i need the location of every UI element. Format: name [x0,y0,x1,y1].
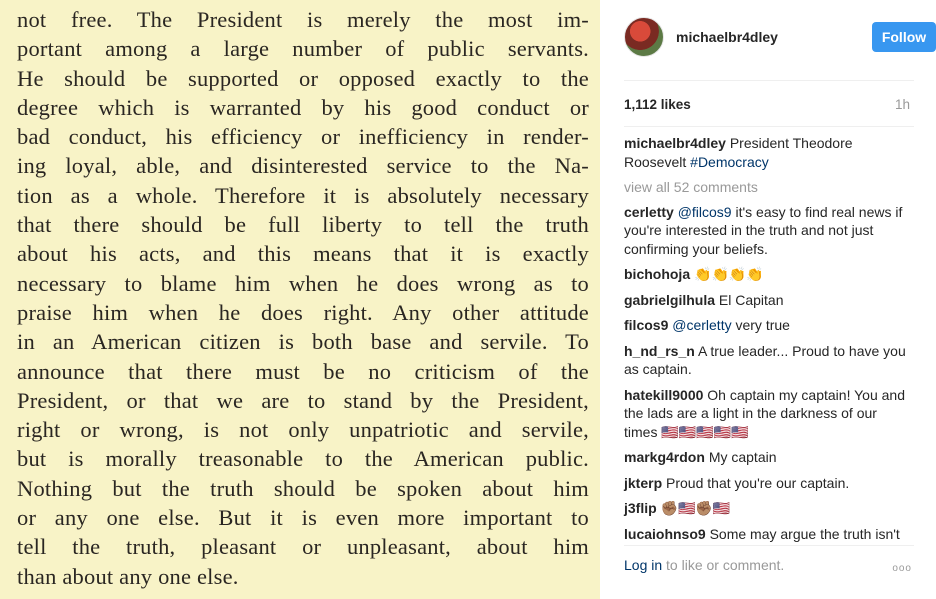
post-panel [600,0,934,599]
comment-text: it's easy to find real news if you're interested in the truth and not just confirming your beliefs. [624,203,903,257]
photo-text-line: bad conduct, his efficiency or inefficiency in render- [17,124,589,150]
photo-text-line: praise him when he does right. Any other attitude [17,299,589,325]
comment-item [624,448,914,467]
photo-text-line: ing loyal, able, and disinterested service to the Na- [17,153,589,179]
comment-username[interactable]: jkterp [624,474,663,491]
view-all-comments-link[interactable]: view all 52 comments [624,179,758,195]
mention-link[interactable]: @cerletty [672,317,732,333]
mention-link[interactable]: @filcos9 [677,203,732,220]
photo-text-line: announce that there must be no criticism of the [17,358,589,384]
footer-text: to like or comment. [662,557,785,573]
post-time[interactable]: 1h [894,97,910,112]
photo-text-line: about his acts, and this means that it is exactly [17,241,589,267]
comments-section [624,134,914,542]
photo-text-block [17,5,589,591]
login-link[interactable]: Log in [624,557,663,573]
photo-text-line: in an American citizen is both base and servile. To [17,329,589,355]
comment-item [624,386,914,442]
comment-text: El Capitan [718,291,784,308]
caption-username[interactable]: michaelbr4dley [624,135,726,151]
header-username[interactable]: michaelbr4dley [676,29,778,45]
comment-item [624,525,914,544]
comment-username[interactable]: j3flip [624,500,657,516]
divider [624,545,914,546]
comment-username[interactable]: h_nd_rs_n [624,342,695,359]
avatar[interactable] [624,17,664,57]
comment-item [624,474,914,493]
photo-text-line: tell the truth, pleasant or unpleasant, about him [17,534,589,560]
photo-text-line: than about any one else. [17,563,239,589]
more-options-icon[interactable]: ooo [892,563,912,574]
photo-text-line: Nothing but the truth should be spoken about him [17,475,589,501]
divider [624,80,914,81]
comment-username[interactable]: gabrielgilhula [624,291,716,308]
comment-username[interactable]: bichohoja [624,266,691,282]
divider [624,126,914,127]
comment-text: 👏👏👏👏 [694,266,764,282]
comment-item [624,499,914,518]
comment-text: My captain [708,449,777,465]
comment-text: ✊🏽🇺🇸✊🏽🇺🇸 [660,500,731,516]
comment-username[interactable]: filcos9 [624,317,669,333]
caption [624,134,914,171]
photo-text-line: tion as a whole. Therefore it is absolutely necessary [17,182,589,208]
comment-username[interactable]: markg4rdon [624,449,705,465]
comment-text: very true [731,317,790,333]
hashtag-link[interactable]: #Democracy [690,153,769,170]
comment-footer [624,557,784,573]
comment-item [624,316,914,335]
photo-text-line: but is morally treasonable to the American public. [17,446,589,472]
comment-username[interactable]: cerletty [624,203,674,220]
comment-item [624,291,914,310]
photo-text-line: He should be supported or opposed exactly to the [17,65,589,91]
comment-text: Proud that you're our captain. [666,474,850,491]
caption-text: President Theodore Roosevelt [624,135,853,170]
comment-text: Some may argue the truth isn't [709,525,900,542]
comment-username[interactable]: hatekill9000 [624,386,704,403]
photo-text-line: President, or that we are to stand by the President, [17,387,589,413]
photo-text-line: degree which is warranted by his good conduct or [17,94,589,120]
comment-item [624,203,914,259]
photo-text-line: or any one else. But it is even more important to [17,505,589,531]
photo-text-line: right or wrong, is not only unpatriotic and servile, [17,417,589,443]
comment-item [624,342,914,379]
comment-item [624,265,914,284]
photo-text-line: necessary to blame him when he does wrong as to [17,270,589,296]
comment-username[interactable]: lucaiohnso9 [624,525,706,542]
comment-text: A true leader... Proud to have you as captain. [624,342,906,377]
comment-list [624,203,914,544]
post-header [624,15,927,59]
photo-text-line: that there should be full liberty to tell the truth [17,212,589,238]
comment-text: Oh captain my captain! You and the lads are a light in the darkness of our times 🇺🇸🇺🇸🇺🇸🇺🇸🇺🇸 [624,386,905,440]
photo-text-line: not free. The President is merely the most im- [17,7,589,32]
follow-button[interactable]: Follow [872,22,936,52]
likes-count[interactable]: 1,112 likes [624,97,691,112]
photo-text-line: portant among a large number of public servants. [17,36,589,62]
